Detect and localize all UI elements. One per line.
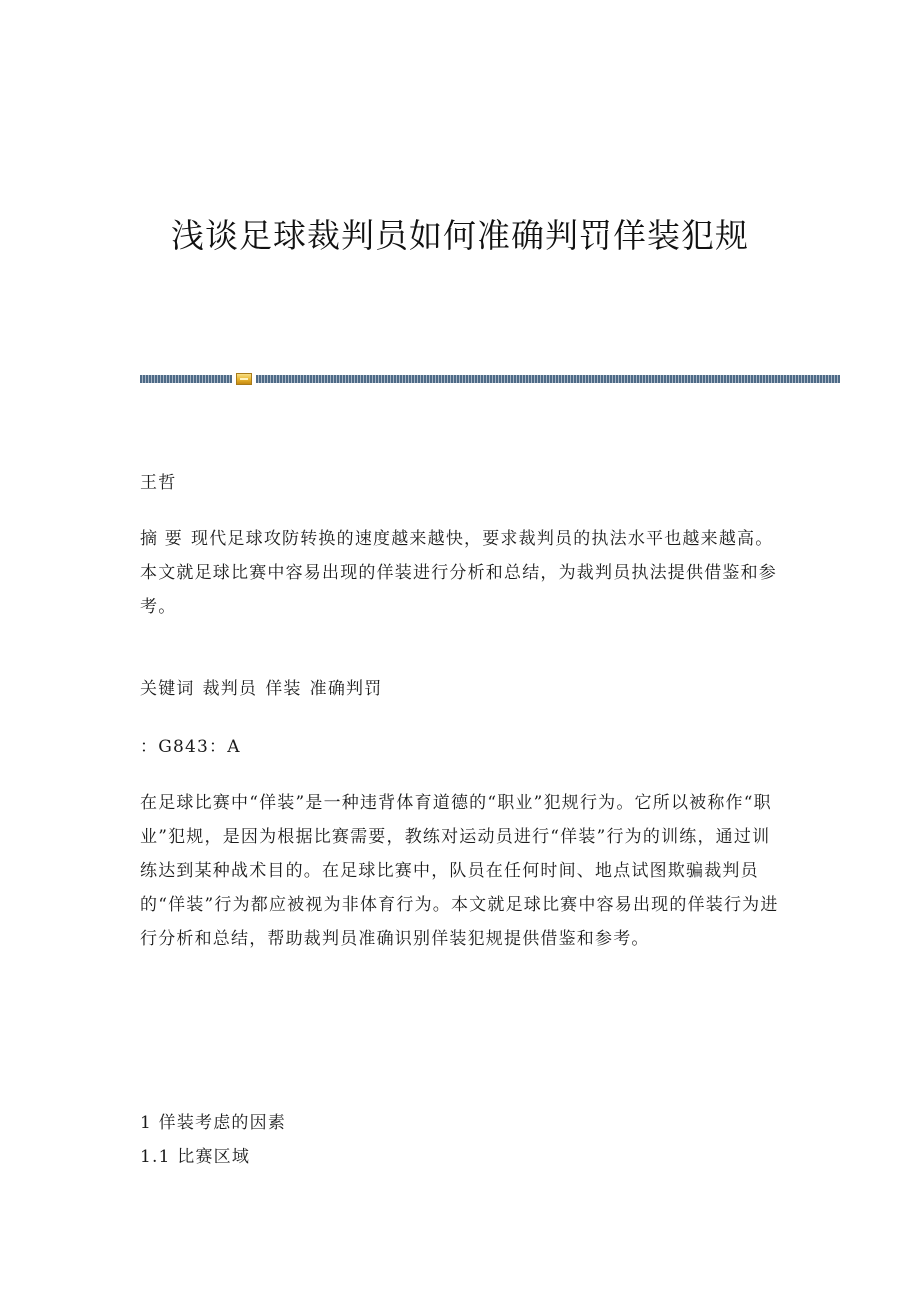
- keyword-item: 准确判罚: [309, 679, 383, 699]
- section-heading: 1 佯装考虑的因素: [140, 1113, 287, 1133]
- title-divider-left: [140, 375, 232, 383]
- author-name: 王哲: [140, 473, 177, 493]
- classification-number: ：G843：A: [140, 737, 241, 757]
- keyword-item: 裁判员: [202, 679, 258, 699]
- keyword-item: 佯装: [265, 679, 302, 699]
- abstract: [140, 522, 780, 624]
- keywords-label: 关键词: [140, 679, 195, 699]
- body-paragraph: 在足球比赛中“佯装”是一种违背体育道德的“职业”犯规行为。它所以被称作“职业”犯规，是因为根据比赛需要，教练对运动员进行“佯装”行为的训练，通过训练达到某种战术目的。在足球比赛中，队员在任何时间、地点试图欺骗裁判员的“佯装”行为都应被视为非体育行为。本文就足球比赛中容易出现的佯装行为进行分析和总结，帮助裁判员准确识别佯装犯规提供借鉴和参考。: [140, 793, 779, 949]
- document-title: 浅谈足球裁判员如何准确判罚佯装犯规: [171, 216, 749, 255]
- subsection-heading: 1.1 比赛区域: [140, 1147, 251, 1167]
- title-divider-right: [256, 375, 840, 383]
- abstract-text: 现代足球攻防转换的速度越来越快，要求裁判员的执法水平也越来越高。本文就足球比赛中容易出现的佯装进行分析和总结，为裁判员执法提供借鉴和参考。: [140, 529, 777, 617]
- keywords: [140, 672, 780, 706]
- abstract-label: 摘 要: [140, 529, 184, 549]
- divider-ornament-icon: [236, 373, 252, 385]
